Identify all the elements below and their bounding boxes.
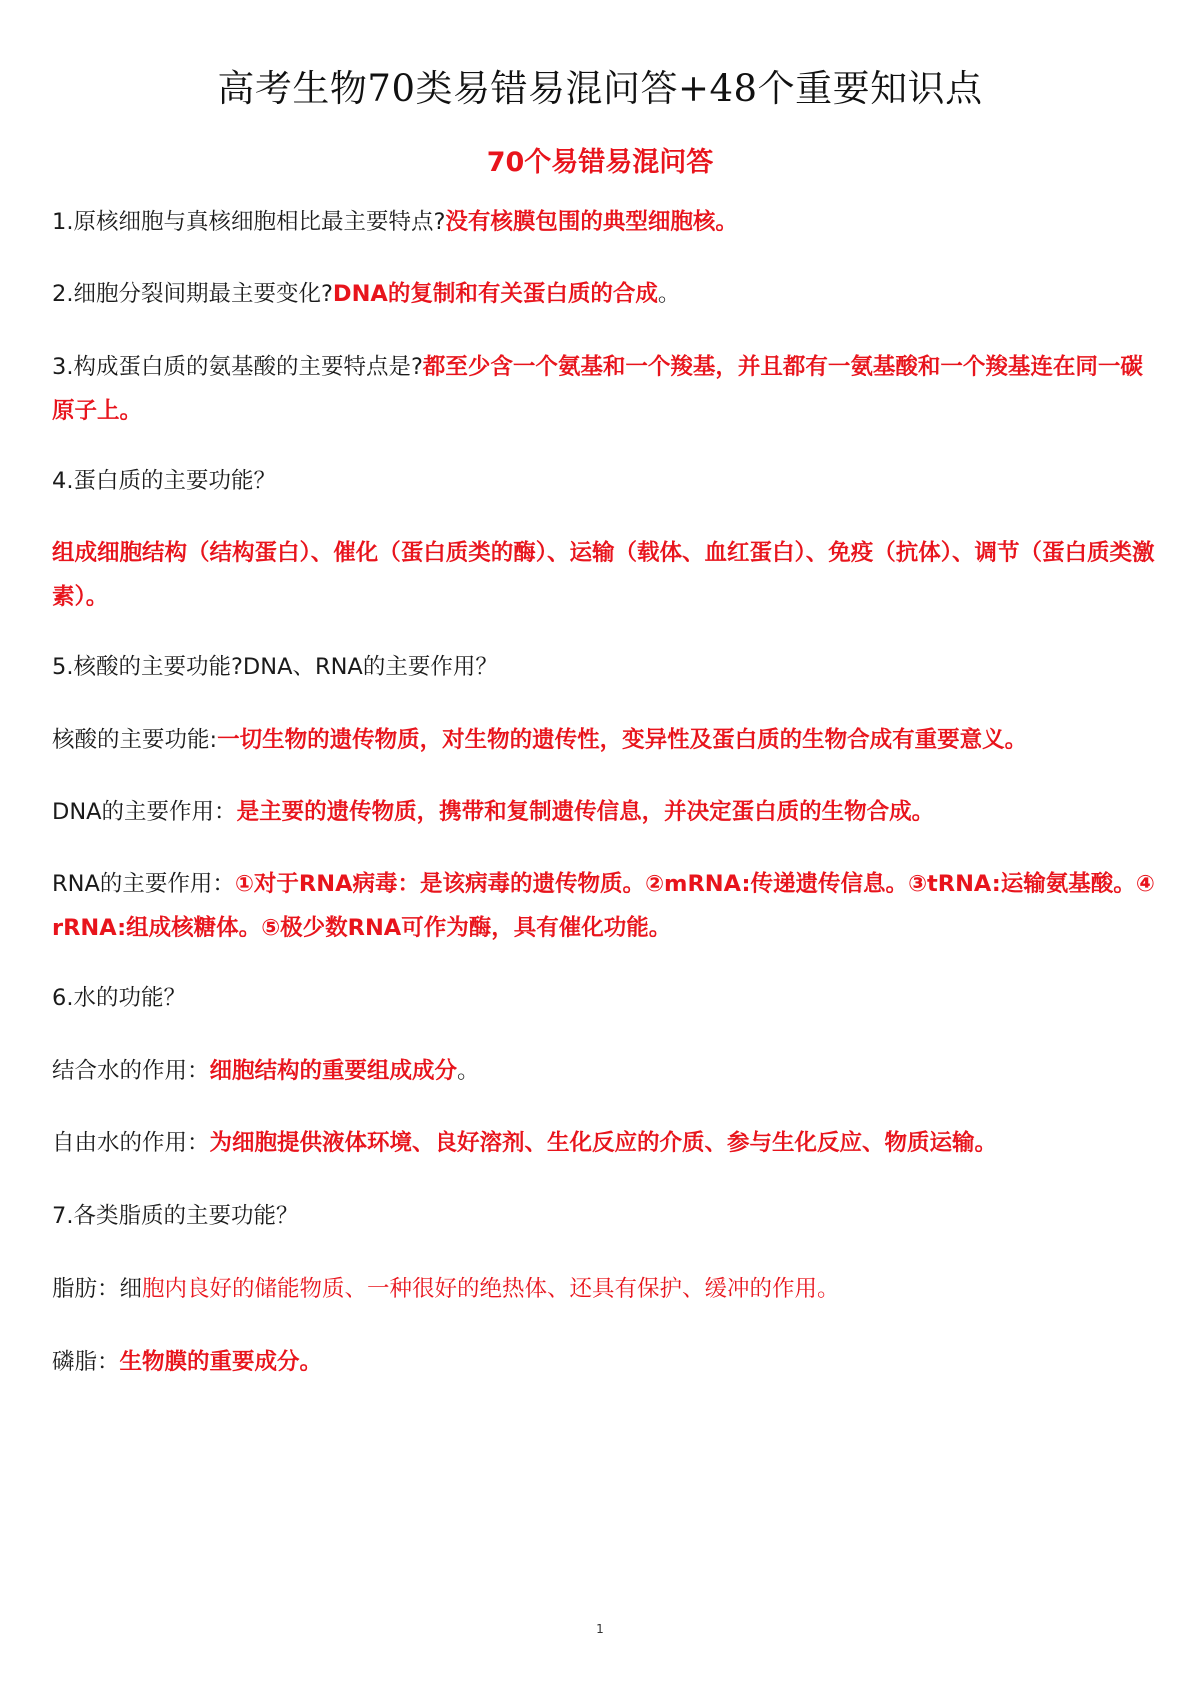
question-text: 结合水的作用：	[52, 1058, 210, 1084]
qa-item-4-answer	[52, 531, 1162, 619]
qa-item-7-phospholipid	[52, 1340, 1162, 1384]
question-text: DNA的主要作用：	[52, 799, 237, 825]
question-text: 1.原核细胞与真核细胞相比最主要特点?	[52, 209, 446, 235]
answer-tail: 。	[457, 1058, 480, 1084]
question-text: 脂肪：细	[52, 1276, 143, 1302]
document-title: 高考生物70类易错易混问答+48个重要知识点	[217, 67, 983, 110]
qa-item-1	[52, 200, 1162, 244]
question-text: 核酸的主要功能:	[52, 727, 218, 753]
question-text: 自由水的作用：	[52, 1130, 210, 1156]
qa-item-6-free-water	[52, 1121, 1162, 1165]
answer-text: ①对于RNA病毒：是该病毒的遗传物质。②mRNA:传递遗传信息。③tRNA:运输氨基酸。④rRNA:组成核糖体。⑤极少数RNA可作为酶，具有催化功能。	[52, 871, 1155, 941]
answer-text: 一切生物的遗传物质，对生物的遗传性，变异性及蛋白质的生物合成有重要意义。	[217, 727, 1028, 753]
answer-text: 没有核膜包围的典型细胞核。	[445, 209, 738, 235]
answer-text: 组成细胞结构（结构蛋白）、催化（蛋白质类的酶）、运输（载体、血红蛋白）、免疫（抗体）、调节（蛋白质类激素）。	[52, 540, 1155, 610]
qa-item-5-nucleic	[52, 718, 1162, 762]
qa-item-5-rna	[52, 862, 1162, 950]
qa-item-2	[52, 272, 1162, 316]
section-subtitle: 70个易错易混问答	[486, 147, 714, 178]
answer-text: 是主要的遗传物质，携带和复制遗传信息，并决定蛋白质的生物合成。	[236, 799, 935, 825]
question-text: 2.细胞分裂间期最主要变化?	[52, 281, 333, 307]
qa-item-5-question	[52, 645, 1162, 689]
question-text: RNA的主要作用：	[52, 871, 235, 897]
answer-text: 都至少含一个氨基和一个羧基，并且都有一氨基酸和一个羧基连在同一碳原子上。	[52, 354, 1143, 424]
answer-text: 细胞结构的重要组成成分	[209, 1058, 458, 1084]
question-text: 6.水的功能？	[52, 985, 186, 1011]
qa-item-4-question	[52, 459, 1162, 503]
question-text: 磷脂：	[52, 1349, 120, 1375]
qa-item-7-fat	[52, 1267, 1162, 1311]
question-text: 5.核酸的主要功能?DNA、RNA的主要作用？	[52, 654, 498, 680]
answer-text: 生物膜的重要成分。	[119, 1349, 323, 1375]
question-text: 3.构成蛋白质的氨基酸的主要特点是?	[52, 354, 423, 380]
question-text: 7.各类脂质的主要功能？	[52, 1203, 299, 1229]
answer-tail: 。	[657, 281, 681, 307]
page-number: 1	[596, 1622, 604, 1636]
qa-item-7-question	[52, 1194, 1162, 1238]
qa-item-5-dna	[52, 790, 1162, 834]
qa-item-6-bound-water	[52, 1049, 1162, 1093]
qa-item-6-question	[52, 976, 1162, 1020]
answer-text: 为细胞提供液体环境、良好溶剂、生化反应的介质、参与生化反应、物质运输。	[209, 1130, 998, 1156]
answer-text: DNA的复制和有关蛋白质的合成	[332, 281, 658, 307]
answer-text: 胞内良好的储能物质、一种很好的绝热体、还具有保护、缓冲的作用。	[142, 1276, 840, 1302]
question-text: 4.蛋白质的主要功能？	[52, 468, 276, 494]
qa-item-3	[52, 345, 1162, 433]
